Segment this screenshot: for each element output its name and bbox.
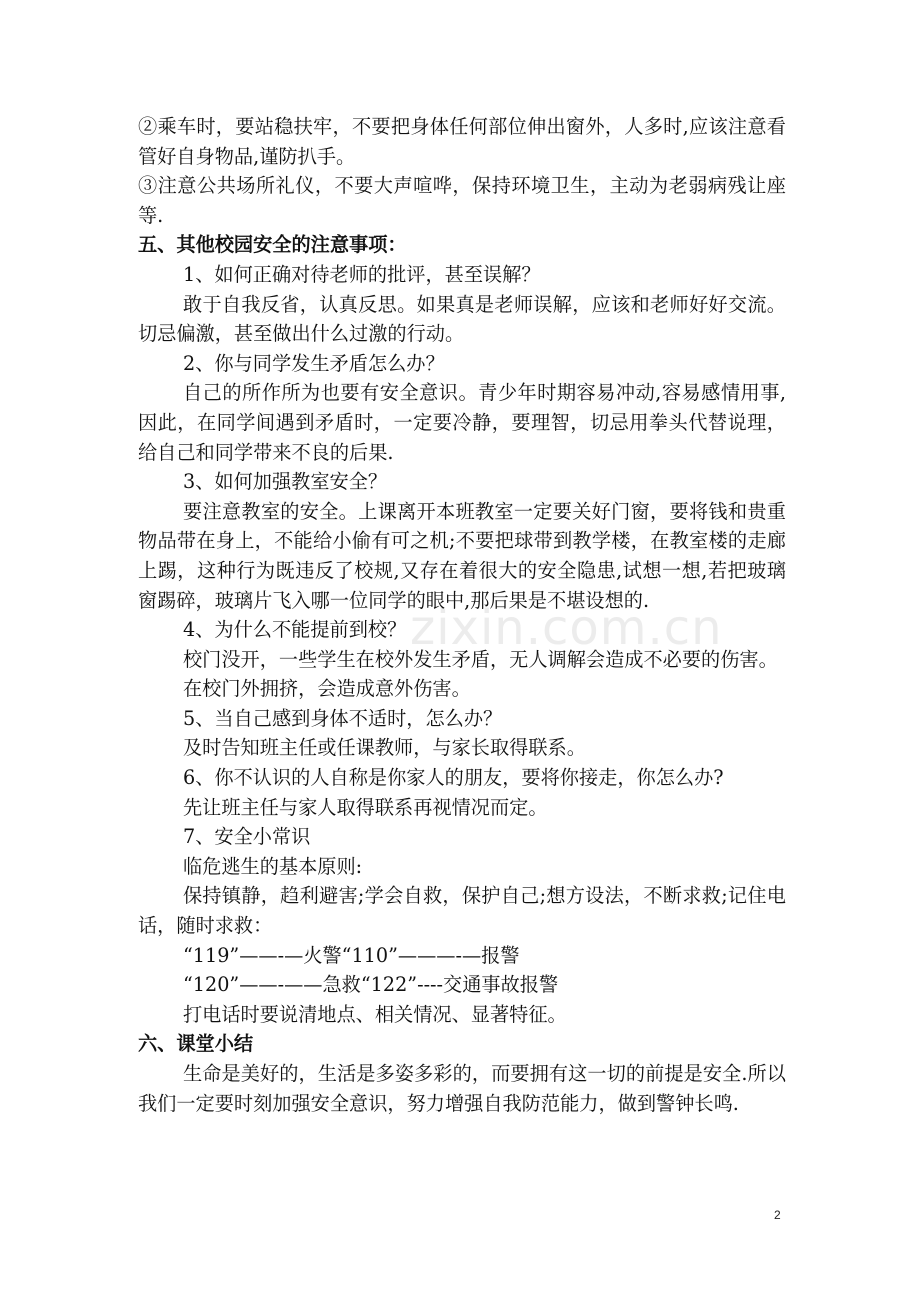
answer: 保持镇静，趋利避害;学会自救，保护自己;想方设法，不断求救;记住电话，随时求救： xyxy=(138,884,786,938)
page-number: 2 xyxy=(774,1208,781,1222)
paragraph: ③注意公共场所礼仪，不要大声喧哗，保持环境卫生，主动为老弱病残让座等. xyxy=(138,174,786,227)
section-heading: 六、课堂小结 xyxy=(138,1032,254,1056)
paragraph: ②乘车时，要站稳扶牢，不要把身体任何部位伸出窗外，人多时,应该注意看管好自身物品,谨防扒手。 xyxy=(138,115,786,168)
question: 5、当自己感到身体不适时，怎么办？ xyxy=(183,706,503,730)
phone-line: “119”——-—火警“110”———-—报警 xyxy=(183,943,520,967)
answer: 校门没开，一些学生在校外发生矛盾，无人调解会造成不必要的伤害。 xyxy=(183,647,778,671)
question: 7、安全小常识 xyxy=(183,825,311,849)
answer: 临危逃生的基本原则: xyxy=(183,854,363,878)
answer: 要注意教室的安全。上课离开本班教室一定要关好门窗，要将钱和贵重物品带在身上，不能给小偷有可之机;不要把球带到教学楼，在教室楼的走廊上踢，这种行为既违反了校规,又存在着很大的安全隐患,试想一想,若把玻璃窗踢碎，玻璃片飞入哪一位同学的眼中,那后果是不堪设想的. xyxy=(138,499,786,612)
summary-paragraph: 生命是美好的，生活是多姿多彩的，而要拥有这一切的前提是安全.所以我们一定要时刻加强安全意识，努力增强自我防范能力，做到警钟长鸣. xyxy=(138,1062,786,1115)
question: 6、你不认识的人自称是你家人的朋友，要将你接走，你怎么办? xyxy=(183,766,724,790)
answer: 打电话时要说清地点、相关情况、显著特征。 xyxy=(183,1002,567,1026)
question: 1、如何正确对待老师的批评，甚至误解？ xyxy=(183,262,541,286)
watermark: zixin.com.cn xyxy=(410,600,723,656)
document-body xyxy=(138,112,786,1118)
question: 3、如何加强教室安全？ xyxy=(183,470,388,494)
question: 4、为什么不能提前到校？ xyxy=(183,618,407,642)
answer: 敢于自我反省，认真反思。如果真是老师误解，应该和老师好好交流。切忌偏激，甚至做出什么过激的行动。 xyxy=(138,292,786,346)
section-heading: 五、其他校园安全的注意事项： xyxy=(138,233,407,257)
phone-line: “120”——-——急救“122”----交通事故报警 xyxy=(183,973,559,997)
answer: 及时告知班主任或任课教师，与家长取得联系。 xyxy=(183,736,586,760)
answer: 先让班主任与家人取得联系再视情况而定。 xyxy=(183,795,548,819)
answer: 在校门外拥挤，会造成意外伤害。 xyxy=(183,677,471,701)
answer: 自己的所作所为也要有安全意识。青少年时期容易冲动,容易感情用事,因此，在同学间遇到矛盾时，一定要冷静，要理智，切忌用拳头代替说理，给自己和同学带来不良的后果. xyxy=(138,381,786,464)
question: 2、你与同学发生矛盾怎么办？ xyxy=(183,351,445,375)
